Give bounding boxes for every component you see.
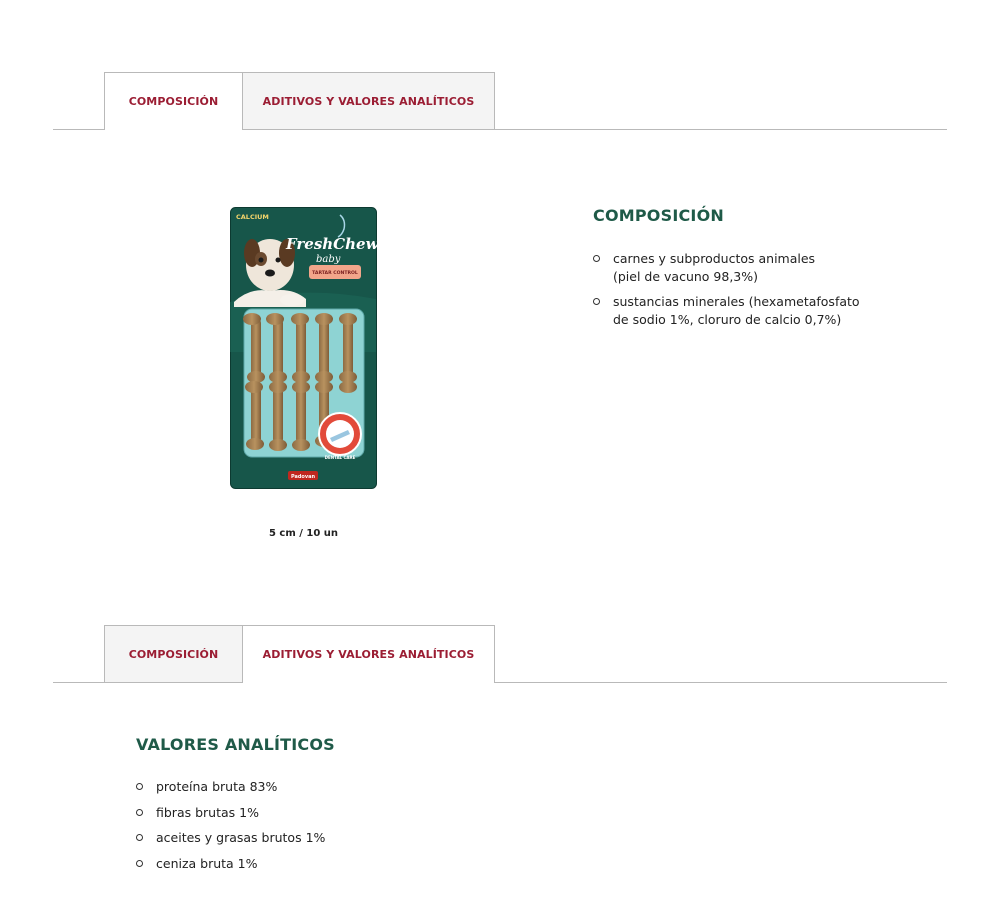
composition-list	[593, 250, 893, 336]
list-item-line: carnes y subproductos animales	[613, 251, 816, 266]
tab-label: ADITIVOS Y VALORES ANALÍTICOS	[262, 94, 475, 108]
product-variant-text: baby	[316, 254, 341, 265]
list-item-line: sustancias minerales (hexametafosfato	[613, 294, 860, 309]
brand-top-text: CALCIUM	[236, 213, 269, 221]
tab-composicion[interactable]	[104, 625, 243, 682]
product-name-text: FreshChews	[286, 235, 377, 253]
top-tab-bar	[53, 72, 947, 130]
list-item: proteína bruta 83%	[136, 778, 436, 796]
list-item: ceniza bruta 1%	[136, 855, 436, 873]
analytics-list	[136, 778, 436, 880]
tab-label: ADITIVOS Y VALORES ANALÍTICOS	[262, 648, 475, 661]
product-caption: 5 cm / 10 un	[268, 528, 339, 539]
tab-baseline	[53, 682, 947, 683]
maker-logo-text: Padovan	[290, 474, 316, 480]
analytics-title: VALORES ANALÍTICOS	[136, 735, 335, 754]
list-item: fibras brutas 1%	[136, 804, 436, 822]
tab-composicion[interactable]	[104, 72, 243, 130]
list-item-line: (piel de vacuno 98,3%)	[613, 269, 759, 284]
list-item: aceites y grasas brutos 1%	[136, 829, 436, 847]
bottom-tab-bar	[53, 625, 947, 683]
list-item	[593, 293, 893, 329]
tartar-badge: TARTAR CONTROL	[312, 271, 358, 276]
seal-text: DENTAL CARE	[324, 455, 356, 460]
composition-title: COMPOSICIÓN	[593, 206, 724, 225]
tab-aditivos[interactable]	[242, 72, 495, 129]
product-image	[230, 207, 377, 489]
tab-aditivos[interactable]	[242, 625, 495, 683]
list-item-line: de sodio 1%, cloruro de calcio 0,7%)	[613, 312, 842, 327]
tab-label: COMPOSICIÓN	[128, 95, 219, 108]
list-item	[593, 250, 893, 286]
tab-label: COMPOSICIÓN	[128, 647, 219, 661]
